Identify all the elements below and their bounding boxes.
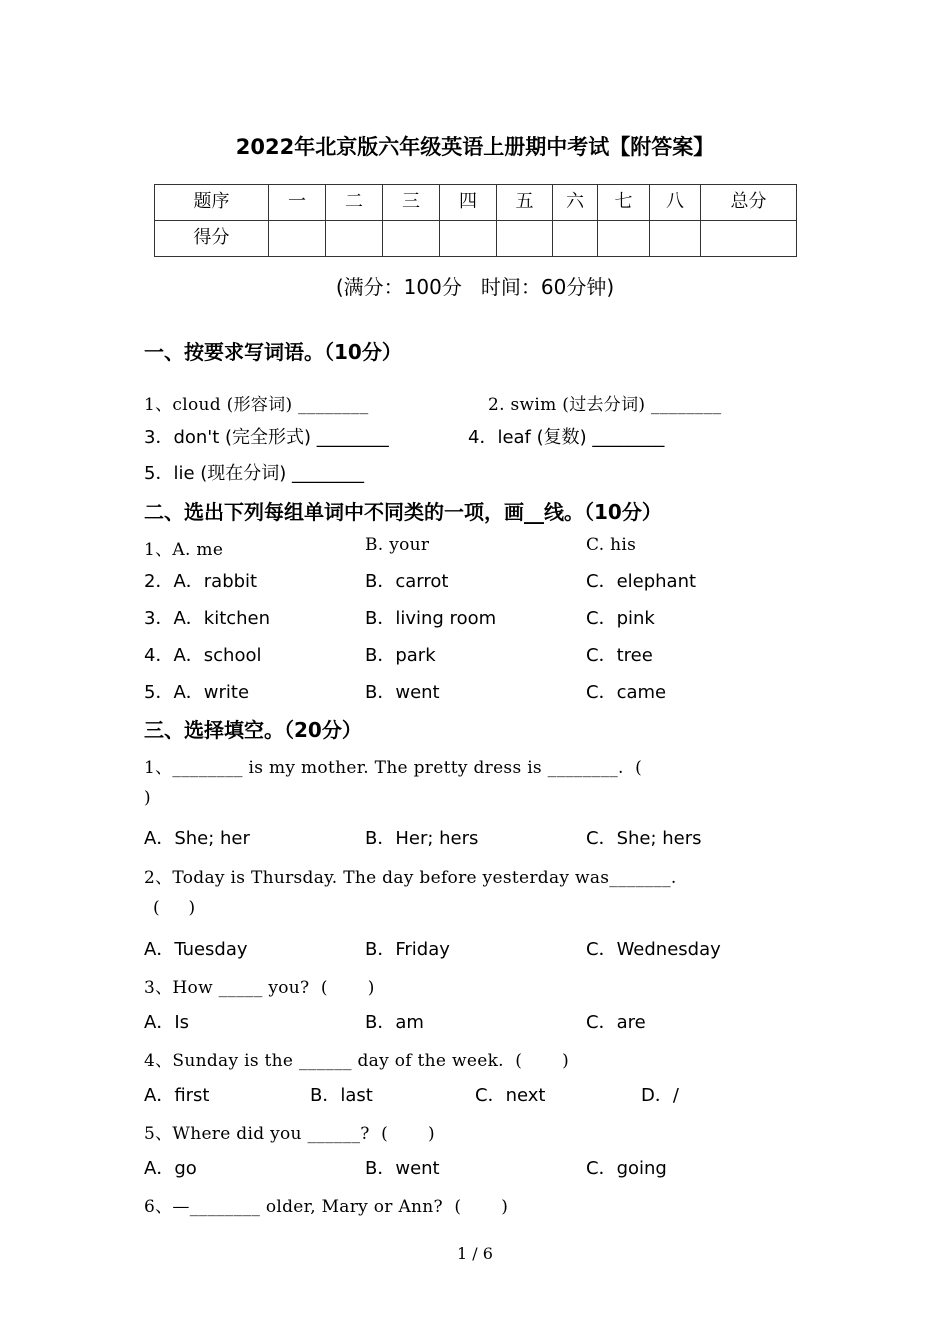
section2-row2-a: 2．A．rabbit — [144, 571, 258, 592]
section1-q1: 1、cloud (形容词) ________ — [144, 395, 369, 415]
section1-q5: 5．lie (现在分词) ________ — [144, 463, 365, 484]
score-header-cell: 四 — [440, 185, 497, 221]
section2-row1-c: C. his — [586, 535, 637, 555]
score-header-cell: 总分 — [701, 185, 797, 221]
score-header-cell: 一 — [269, 185, 326, 221]
score-header-cell: 六 — [553, 185, 598, 221]
section2-row3-b: B．living room — [365, 608, 497, 629]
section3-q5: 5、Where did you ______? ( ) — [144, 1124, 435, 1144]
page-number: 1 / 6 — [457, 1244, 493, 1263]
full-score-info: (满分：100分 时间：60分钟) — [335, 275, 615, 299]
section1-heading: 一、按要求写词语。（10分） — [144, 340, 402, 364]
section3-q2-opt-b: B．Friday — [365, 939, 450, 960]
section3-q4-opt-c: C．next — [475, 1085, 546, 1106]
section3-q4-opt-d: D．/ — [641, 1085, 679, 1106]
section3-q1-line1: 1、________ is my mother. The pretty dress is ________. ( — [144, 758, 643, 778]
score-cell[interactable] — [650, 221, 701, 257]
section2-row2-b: B．carrot — [365, 571, 449, 592]
score-cell[interactable] — [497, 221, 553, 257]
section2-row5-c: C．came — [586, 682, 667, 703]
section3-heading: 三、选择填空。（20分） — [144, 718, 362, 742]
score-header-cell: 题序 — [155, 185, 269, 221]
section2-row1-b: B. your — [365, 535, 430, 555]
section2-row4-a: 4．A．school — [144, 645, 262, 666]
score-cell[interactable] — [553, 221, 598, 257]
section2-row4-c: C．tree — [586, 645, 653, 666]
section3-q1-opt-a: A．She; her — [144, 828, 250, 849]
score-cell[interactable] — [598, 221, 650, 257]
section3-q4: 4、Sunday is the ______ day of the week. ( ) — [144, 1051, 570, 1071]
section3-q2-line2: ( ) — [153, 898, 196, 918]
section3-q2-opt-a: A．Tuesday — [144, 939, 248, 960]
section2-row4-b: B．park — [365, 645, 436, 666]
score-table-score-row — [155, 221, 797, 257]
section3-q4-opt-b: B．last — [310, 1085, 373, 1106]
score-cell[interactable] — [440, 221, 497, 257]
score-header-cell: 七 — [598, 185, 650, 221]
section2-row5-a: 5．A．write — [144, 682, 250, 703]
section3-q5-opt-c: C．going — [586, 1158, 667, 1179]
score-table-header-row — [155, 185, 797, 221]
section3-q5-opt-b: B．went — [365, 1158, 440, 1179]
score-cell[interactable] — [326, 221, 383, 257]
score-table — [154, 184, 797, 257]
section2-row3-c: C．pink — [586, 608, 655, 629]
section3-q3-opt-c: C．are — [586, 1012, 646, 1033]
score-cell[interactable] — [383, 221, 440, 257]
section1-q2: 2. swim (过去分词) ________ — [488, 395, 722, 415]
score-cell[interactable] — [701, 221, 797, 257]
section3-q1-opt-b: B．Her; hers — [365, 828, 479, 849]
section3-q2-line1: 2、Today is Thursday. The day before yesterday was_______. — [144, 868, 677, 888]
score-header-cell: 五 — [497, 185, 553, 221]
section2-row3-a: 3．A．kitchen — [144, 608, 271, 629]
section2-heading: 二、选出下列每组单词中不同类的一项，画__线。（10分） — [144, 500, 662, 524]
section3-q3-opt-b: B．am — [365, 1012, 424, 1033]
section3-q1-opt-c: C．She; hers — [586, 828, 702, 849]
page-title: 2022年北京版六年级英语上册期中考试【附答案】 — [235, 135, 715, 159]
section2-row5-b: B．went — [365, 682, 440, 703]
section3-q2-opt-c: C．Wednesday — [586, 939, 721, 960]
section2-row1-a: 1、A. me — [144, 540, 224, 560]
score-header-cell: 三 — [383, 185, 440, 221]
section3-q1-line2: ) — [144, 788, 151, 808]
section1-q3: 3．don't (完全形式) ________ — [144, 427, 389, 448]
section3-q6: 6、—________ older, Mary or Ann? ( ) — [144, 1197, 509, 1217]
score-row-label: 得分 — [155, 221, 269, 257]
section3-q5-opt-a: A．go — [144, 1158, 197, 1179]
score-header-cell: 二 — [326, 185, 383, 221]
score-cell[interactable] — [269, 221, 326, 257]
score-header-cell: 八 — [650, 185, 701, 221]
section3-q3: 3、How _____ you? ( ) — [144, 978, 375, 998]
section3-q3-opt-a: A．Is — [144, 1012, 189, 1033]
section3-q4-opt-a: A．first — [144, 1085, 210, 1106]
section1-q4: 4．leaf (复数) ________ — [468, 427, 665, 448]
section2-row2-c: C．elephant — [586, 571, 697, 592]
